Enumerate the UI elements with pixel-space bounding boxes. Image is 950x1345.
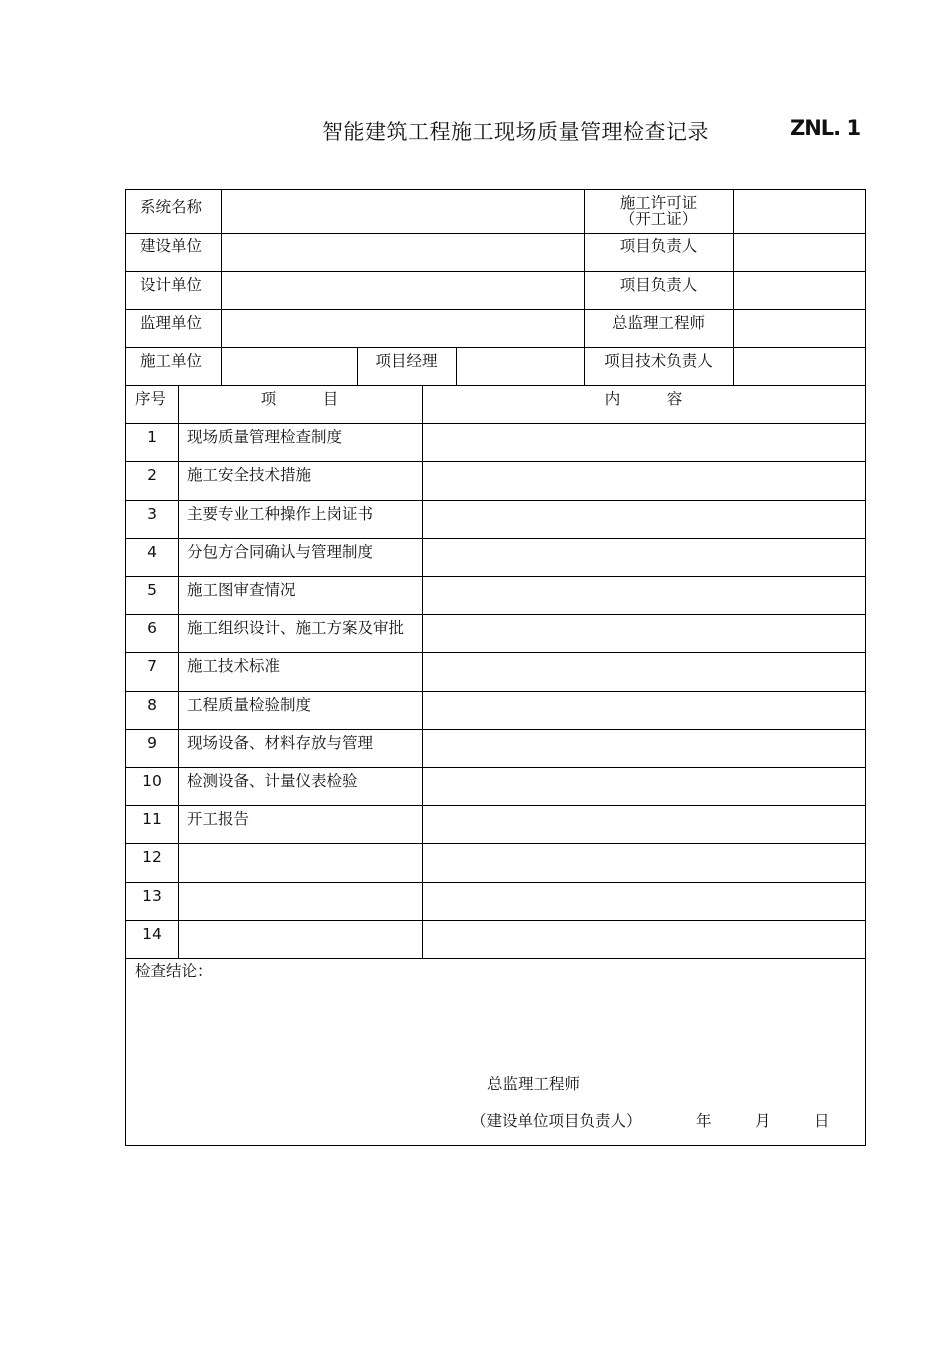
col-item-header: 项 目	[260, 390, 339, 408]
project-leader-label: 项目负责人	[619, 237, 698, 255]
permit-label-sub: （开工证）	[619, 210, 698, 228]
signer-alt-label: （建设单位项目负责人）	[471, 1112, 642, 1130]
row-rule	[126, 576, 865, 577]
row-item-label: 施工安全技术措施	[187, 466, 312, 484]
construction-unit-label: 施工单位	[140, 352, 203, 370]
row-number: 14	[142, 925, 162, 943]
header-rule	[126, 347, 865, 348]
col-seq-header: 序号	[135, 390, 167, 408]
row-item-label: 现场设备、材料存放与管理	[187, 734, 374, 752]
owner-unit-label: 建设单位	[140, 237, 203, 255]
chief-supervisor-label: 总监理工程师	[611, 314, 705, 332]
system-name-label: 系统名称	[140, 198, 203, 216]
row-rule	[126, 882, 865, 883]
header-divider	[221, 190, 222, 385]
date-day-label: 日	[814, 1112, 830, 1130]
header-divider	[456, 347, 457, 385]
row-number: 2	[147, 466, 157, 484]
form-code: ZNL. 1	[790, 116, 861, 140]
permit-label: 施工许可证	[619, 194, 698, 212]
column-divider	[422, 385, 423, 958]
row-item-label: 工程质量检验制度	[187, 696, 312, 714]
row-number: 12	[142, 848, 162, 866]
date-month-label: 月	[755, 1112, 771, 1130]
header-rule	[126, 385, 865, 386]
row-item-label: 开工报告	[187, 810, 250, 828]
row-item-label: 分包方合同确认与管理制度	[187, 543, 374, 561]
row-rule	[126, 500, 865, 501]
row-rule	[126, 958, 865, 959]
row-rule	[126, 843, 865, 844]
inspection-form	[125, 189, 866, 1146]
row-item-label: 主要专业工种操作上岗证书	[187, 505, 374, 523]
row-number: 6	[147, 619, 157, 637]
row-rule	[126, 461, 865, 462]
date-year-label: 年	[696, 1112, 712, 1130]
row-rule	[126, 652, 865, 653]
row-item-label: 施工图审查情况	[187, 581, 296, 599]
row-rule	[126, 614, 865, 615]
header-rule	[126, 233, 865, 234]
col-content-header: 内 容	[604, 390, 683, 408]
row-item-label: 施工技术标准	[187, 657, 281, 675]
header-rule	[126, 309, 865, 310]
row-rule	[126, 423, 865, 424]
row-item-label: 检测设备、计量仪表检验	[187, 772, 358, 790]
row-number: 7	[147, 657, 157, 675]
row-number: 11	[142, 810, 162, 828]
conclusion-label: 检查结论：	[135, 962, 213, 980]
design-unit-label: 设计单位	[140, 276, 203, 294]
row-item-label: 施工组织设计、施工方案及审批	[187, 619, 405, 637]
row-rule	[126, 805, 865, 806]
header-rule	[126, 271, 865, 272]
row-number: 3	[147, 505, 157, 523]
row-number: 4	[147, 543, 157, 561]
row-number: 10	[142, 772, 162, 790]
page-title: 智能建筑工程施工现场质量管理检查记录	[322, 120, 709, 144]
row-number: 8	[147, 696, 157, 714]
header-divider	[733, 190, 734, 385]
row-number: 9	[147, 734, 157, 752]
row-item-label: 现场质量管理检查制度	[187, 428, 343, 446]
row-number: 13	[142, 887, 162, 905]
row-rule	[126, 767, 865, 768]
project-leader-label: 项目负责人	[619, 276, 698, 294]
row-rule	[126, 691, 865, 692]
signer-label: 总监理工程师	[487, 1075, 581, 1093]
row-rule	[126, 920, 865, 921]
supervision-unit-label: 监理单位	[140, 314, 203, 332]
row-number: 1	[147, 428, 157, 446]
project-manager-label: 项目经理	[375, 352, 438, 370]
column-divider	[178, 385, 179, 958]
row-number: 5	[147, 581, 157, 599]
row-rule	[126, 538, 865, 539]
row-rule	[126, 729, 865, 730]
tech-leader-label: 项目技术负责人	[604, 352, 713, 370]
